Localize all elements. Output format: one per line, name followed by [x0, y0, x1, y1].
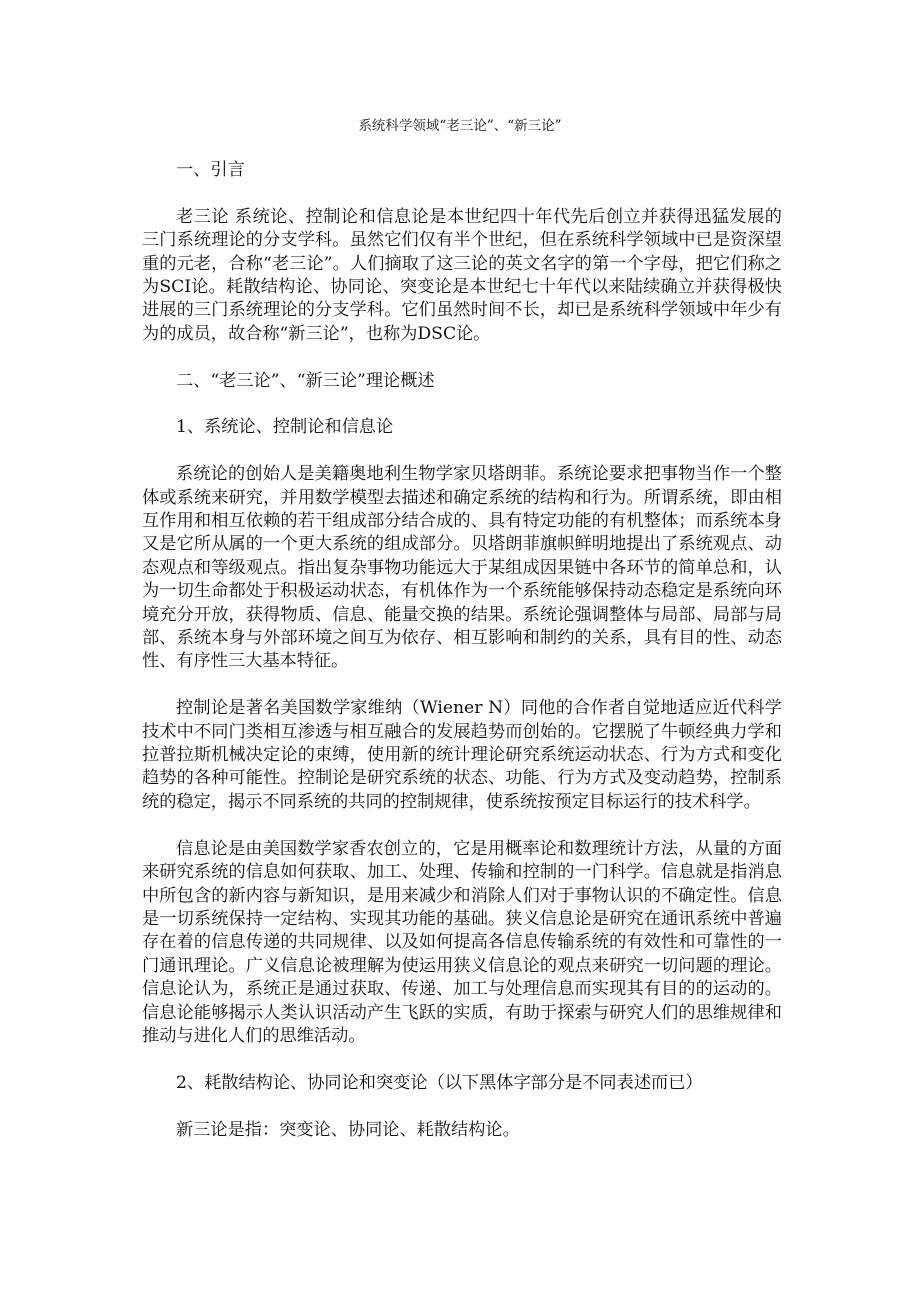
document-body: [142, 159, 782, 1142]
document-title: 系统科学领域“老三论”、“新三论”: [358, 118, 562, 134]
paragraph-information-theory: 信息论是由美国数学家香农创立的，它是用概率论和数理统计方法，从量的方面来研究系统的信息如何获取、加工、处理、传输和控制的一门科学。信息就是指消息中所包含的新内容与新知识，是用来减少和消除人们对于事物认识的不确定性。信息是一切系统保持一定结构、实现其功能的基础。狭义信息论是研究在通讯系统中普遍存在着的信息传递的共同规律、以及如何提高各信息传输系统的有效性和可靠性的一门通讯理论。广义信息论被理解为使运用狭义信息论的观点来研究一切问题的理论。信息论认为，系统正是通过获取、传递、加工与处理信息而实现其有目的的运动的。信息论能够揭示人类认识活动产生飞跃的实质，有助于探索与研究人们的思维规律和推动与进化人们的思维活动。: [142, 838, 782, 1046]
section-heading-introduction: 一、引言: [176, 160, 245, 180]
section-heading-overview: 二、“老三论”、“新三论”理论概述: [176, 370, 435, 391]
subsection-heading-sci: 1、系统论、控制论和信息论: [176, 417, 394, 438]
subsection-heading-dsc: 2、耗散结构论、协同论和突变论（以下黑体字部分是不同表述而已）: [176, 1072, 703, 1093]
paragraph-control-theory: 控制论是著名美国数学家维纳（Wiener N）同他的合作者自觉地适应近代科学技术中不同门类相互渗透与相互融合的发展趋势而创始的。它摆脱了牛顿经典力学和拉普拉斯机械决定论的束缚，使用新的统计理论研究系统运动状态、行为方式和变化趋势的各种可能性。控制论是研究系统的状态、功能、行为方式及变动趋势，控制系统的稳定，揭示不同系统的共同的控制规律，使系统按预定目标运行的技术科学。: [142, 698, 782, 812]
paragraph-intro: 老三论 系统论、控制论和信息论是本世纪四十年代先后创立并获得迅猛发展的三门系统理论的分支学科。虽然它们仅有半个世纪，但在系统科学领域中已是资深望重的元老，合称“老三论”。人们摘取了这三论的英文名字的第一个字母，把它们称之为SCI论。耗散结构论、协同论、突变论是本世纪七十年代以来陆续确立并获得极快进展的三门系统理论的分支学科。它们虽然时间不长，却已是系统科学领域中年少有为的成员，故合称“新三论”，也称为DSC论。: [142, 206, 782, 344]
paragraph-new-three-theories: 新三论是指：突变论、协同论、耗散结构论。: [176, 1119, 520, 1140]
paragraph-system-theory: 系统论的创始人是美籍奥地利生物学家贝塔朗菲。系统论要求把事物当作一个整体或系统来研究，并用数学模型去描述和确定系统的结构和行为。所谓系统，即由相互作用和相互依赖的若干组成部分结合成的、具有特定功能的有机整体；而系统本身又是它所从属的一个更大系统的组成部分。贝塔朗菲旗帜鲜明地提出了系统观点、动态观点和等级观点。指出复杂事物功能远大于某组成因果链中各环节的简单总和，认为一切生命都处于积极运动状态，有机体作为一个系统能够保持动态稳定是系统向环境充分开放，获得物质、信息、能量交换的结果。系统论强调整体与局部、局部与局部、系统本身与外部环境之间互为依存、相互影响和制约的关系，具有目的性、动态性、有序性三大基本特征。: [142, 464, 782, 672]
